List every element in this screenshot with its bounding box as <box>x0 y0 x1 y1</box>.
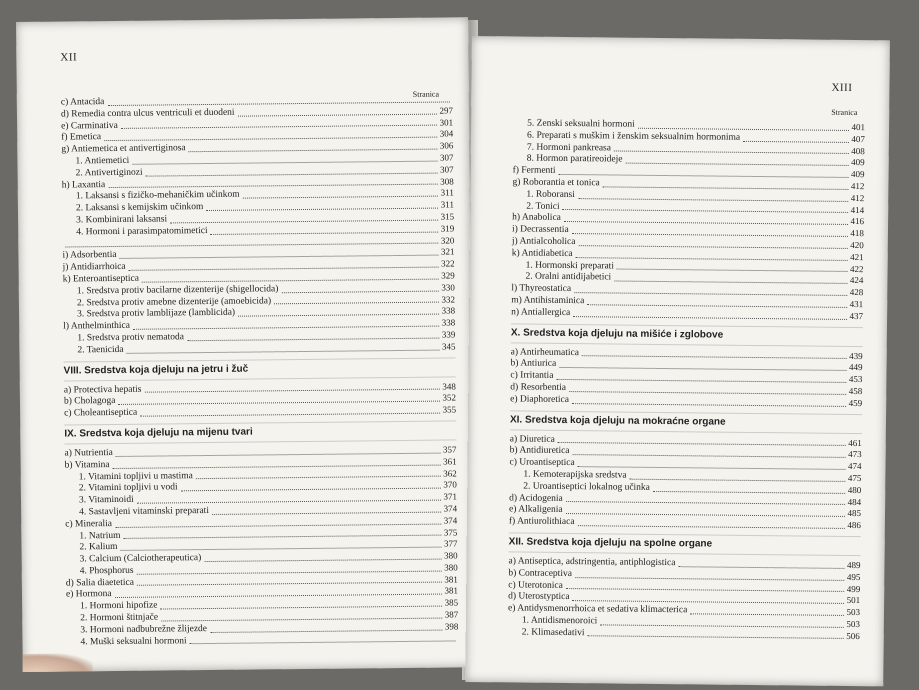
toc-entry-title: f) Antiurolithiaca <box>508 516 575 528</box>
dot-leader <box>572 403 846 407</box>
right-page <box>465 36 890 686</box>
dot-leader <box>630 478 845 481</box>
toc-entry-page-number: 506 <box>846 630 860 641</box>
dot-leader <box>578 245 847 249</box>
dot-leader <box>559 367 846 371</box>
toc-entry-page-number: 475 <box>847 472 862 484</box>
page-number-right: XIII <box>831 81 853 94</box>
toc-entry-page-number: 301 <box>439 117 454 128</box>
dot-leader <box>563 209 848 213</box>
toc-entry <box>511 307 863 322</box>
toc-entry-page-number: 345 <box>441 341 456 352</box>
dot-leader <box>638 128 849 131</box>
toc-entry-page-number: 387 <box>444 609 459 620</box>
toc-entry-title: 1. Natrium <box>79 530 121 541</box>
toc-entry-page-number: 330 <box>441 282 455 293</box>
toc-entry-page-number: 459 <box>848 397 863 408</box>
toc-entry-page-number: 377 <box>443 538 458 549</box>
toc-entry-page-number: 407 <box>851 133 865 144</box>
dot-leader <box>564 221 848 225</box>
toc-entry-page-number: 408 <box>851 145 865 156</box>
dot-leader <box>196 476 440 480</box>
toc-entry-title: 1. Hormoni hipofize <box>80 600 158 612</box>
toc-entry-page-number: 421 <box>850 251 864 262</box>
dot-leader <box>569 391 846 395</box>
toc-entry-title: b) Antiurica <box>510 358 557 370</box>
toc-entry-title: c) Irritantia <box>510 370 554 382</box>
toc-entry-title: c) Mineralia <box>65 518 112 530</box>
dot-leader <box>181 488 441 492</box>
toc-entry-title: i) Decrassentia <box>511 224 569 236</box>
toc-entry-page-number: 414 <box>850 204 865 215</box>
dot-leader <box>556 379 845 383</box>
toc-entry-page-number: 297 <box>439 105 454 116</box>
toc-entry-page-number: 385 <box>444 597 459 608</box>
toc-entry-page-number: 501 <box>846 595 861 606</box>
toc-entry-page-number: 428 <box>849 287 864 298</box>
toc-entry-title: e) Diaphoretica <box>510 394 570 405</box>
toc-entry-page-number: 338 <box>441 305 456 316</box>
toc-entry-page-number: 485 <box>847 508 862 519</box>
toc-entry-title: 2. Hormoni štitnjače <box>80 612 159 624</box>
toc-entry-title: 3. Hormoni nadbubrežne žlijezde <box>80 623 208 636</box>
toc-entry-page-number: 338 <box>441 317 456 328</box>
dot-leader <box>653 490 845 493</box>
toc-entry-title: 8. Hormon paratireoideje <box>526 153 623 165</box>
toc-entry-page-number: 361 <box>443 456 457 467</box>
dot-leader <box>614 151 848 154</box>
toc-entry-title: 4. Sastavljeni vitaminski preparati <box>79 505 209 518</box>
toc-entry-page-number: 374 <box>443 503 458 514</box>
toc-entry-page-number: 307 <box>440 164 454 175</box>
toc-entry-title: c) Uroantiseptica <box>509 457 575 469</box>
toc-entry-page-number: 401 <box>851 121 866 133</box>
toc-entry-title: d) Uterostyptica <box>508 591 570 603</box>
toc-entry-page-number: 308 <box>440 176 454 187</box>
toc-entry-page-number: 362 <box>443 467 457 479</box>
toc-entry-page-number: 474 <box>847 461 862 472</box>
toc-entry-page-number: 503 <box>846 618 860 629</box>
dot-leader <box>588 636 844 640</box>
dot-leader <box>127 349 439 353</box>
toc-entry-title: c) Uterotonica <box>508 579 563 591</box>
toc-entry-title: 1. Sredstva protiv bacilarne dizenterije (shigellocida) <box>76 284 279 297</box>
dot-leader <box>140 413 439 417</box>
toc-entry-title: e) Alkaligenia <box>508 504 563 516</box>
toc-entry-page-number: 332 <box>441 293 455 305</box>
toc-entry-page-number: 380 <box>444 550 458 561</box>
toc-entry-title: 2. Uroantiseptici lokalnog učinka <box>523 481 650 493</box>
toc-entry <box>510 394 862 409</box>
table-of-contents-right <box>508 118 865 642</box>
toc-entry-page-number: 315 <box>440 211 455 222</box>
toc-entry-page-number: 416 <box>850 216 865 227</box>
toc-entry-title: a) Antirheumatica <box>510 346 580 358</box>
toc-entry-page-number: 458 <box>848 385 863 397</box>
toc-entry-page-number: 420 <box>850 239 864 251</box>
dot-leader <box>187 337 439 341</box>
toc-entry-title: a) Diuretica <box>509 433 555 445</box>
dot-leader <box>575 577 844 581</box>
dot-leader <box>578 525 845 529</box>
page-column-label: Stranica <box>831 107 858 118</box>
toc-entry-title: 1. Sredstva protiv nematoda <box>77 332 184 344</box>
toc-entry-page-number: 380 <box>444 562 458 573</box>
dot-leader <box>566 513 845 517</box>
toc-entry-page-number: 321 <box>440 246 455 257</box>
section-heading: IX. Sredstva koja djeluju na mijenu tvari <box>64 420 456 444</box>
toc-entry-page-number: 381 <box>444 574 458 585</box>
toc-entry-title: e) Carminativa <box>61 120 118 132</box>
dot-leader <box>573 600 844 604</box>
toc-entry-title: j) Antidiarrhoica <box>62 262 126 273</box>
finger <box>23 653 93 672</box>
dot-leader <box>743 140 848 142</box>
dot-leader <box>274 302 438 305</box>
toc-entry-page-number: 412 <box>850 180 865 192</box>
dot-leader <box>170 219 437 223</box>
toc-entry-page-number: 412 <box>850 192 865 203</box>
toc-entry-page-number: 398 <box>444 621 459 632</box>
toc-entry-page-number: 311 <box>440 187 454 198</box>
toc-entry-title: b) Cholagoga <box>63 396 116 407</box>
toc-entry-title: c) Antacida <box>60 97 105 108</box>
toc-entry-page-number: 499 <box>846 583 861 594</box>
toc-entry-page-number: 374 <box>443 515 458 526</box>
page-column-label: Stranica <box>412 89 440 99</box>
section-heading: XI. Sredstva koja djeluju na mokraćne organe <box>510 410 862 434</box>
dot-leader <box>206 208 437 211</box>
toc-entry-title: 2. Kalium <box>79 542 118 553</box>
toc-entry-page-number: 437 <box>849 310 864 321</box>
toc-entry-page-number: 329 <box>441 270 455 281</box>
dot-leader <box>578 466 845 470</box>
toc-entry-page-number: 357 <box>442 444 457 455</box>
toc-entry-page-number: 409 <box>851 169 865 180</box>
toc-entry-page-number: 307 <box>439 152 454 163</box>
toc-entry-title: 2. Klimasedativi <box>521 627 585 638</box>
toc-entry <box>508 627 860 642</box>
toc-entry-page-number: 484 <box>847 496 862 507</box>
toc-entry-title: l) Thyreostatica <box>511 283 572 295</box>
dot-leader <box>574 292 847 296</box>
toc-entry-title: 3. Kombinirani laksansi <box>76 214 168 226</box>
toc-entry-title: d) Remedia contra ulcus ventriculi et duodeni <box>60 107 235 120</box>
toc-entry-page-number: 322 <box>441 258 455 269</box>
toc-entry-title: 2. Taenicida <box>77 344 124 356</box>
table-of-contents-left <box>61 93 459 649</box>
toc-entry-title: a) Nutrientia <box>64 447 113 459</box>
toc-entry-title: k) Antidiabetica <box>511 248 573 259</box>
toc-entry-title: 2. Antivertiginozi <box>75 167 143 179</box>
toc-entry-page-number: 418 <box>850 228 865 239</box>
toc-entry-title: a) Antiseptica, adstringentia, antiphlogistica <box>508 556 676 569</box>
toc-entry-title: k) Enteroantiseptica <box>62 273 139 285</box>
toc-entry-title: g) Antiemetica et antivertiginosa <box>61 143 186 155</box>
toc-entry-title: e) Antidysmenorrhoica et sedativa klimacterica <box>507 603 688 616</box>
toc-entry-title: g) Roborantia et tonica <box>512 177 600 189</box>
toc-entry-title: f) Fermenti <box>512 165 556 177</box>
toc-entry-page-number: 439 <box>849 350 863 361</box>
dot-leader <box>243 196 438 199</box>
page-number-left: XII <box>60 51 78 64</box>
section-heading: X. Sredstva koja djeluju na mišiće i zglobove <box>511 323 863 347</box>
dot-leader <box>576 257 848 261</box>
toc-entry-title: h) Laxantia <box>61 179 106 191</box>
toc-entry-title: 2. Oralni antidijabetici <box>525 271 612 283</box>
toc-entry-title: 4. Hormoni i parasimpatomimetici <box>76 225 208 238</box>
toc-entry-title: a) Protectiva hepatis <box>63 384 142 396</box>
toc-entry-title: j) Antialcoholica <box>511 236 576 248</box>
toc-entry-title: b) Contraceptiva <box>508 568 573 579</box>
toc-entry-page-number: 319 <box>440 223 455 234</box>
toc-entry-page-number: 422 <box>850 263 864 274</box>
toc-entry-title: m) Antihistaminica <box>511 295 585 307</box>
dot-leader <box>572 233 848 237</box>
section-heading: VIII. Sredstva koja djeluju na jetru i žuč <box>64 357 456 381</box>
dot-leader <box>566 588 844 592</box>
toc-entry-page-number: 473 <box>848 449 862 460</box>
toc-entry-title: 1. Kemoterapijska sredstva <box>523 469 627 481</box>
toc-entry-title: 3. Sredstva protiv lamblijaze (lamblicida) <box>77 308 236 320</box>
toc-entry-title: d) Resorbentia <box>510 382 567 393</box>
toc-entry-page-number: 306 <box>439 140 454 151</box>
toc-entry-page-number: 371 <box>443 491 458 502</box>
toc-entry-page-number: 304 <box>439 128 454 139</box>
toc-entry-page-number: 486 <box>847 520 861 531</box>
dot-leader <box>161 617 442 621</box>
dot-leader <box>190 641 456 645</box>
toc-entry-title: f) Emetica <box>61 132 102 143</box>
toc-entry-page-number: 348 <box>442 380 456 392</box>
toc-entry-page-number: 370 <box>443 479 457 490</box>
toc-entry-page-number: 503 <box>846 607 861 618</box>
toc-entry <box>509 517 861 532</box>
toc-entry-title: i) Adsorbentia <box>62 250 117 261</box>
toc-entry-title: e) Hormona <box>65 589 112 600</box>
toc-entry-title: c) Choleantiseptica <box>64 407 138 419</box>
dot-leader <box>281 290 438 293</box>
dot-leader <box>160 606 441 610</box>
toc-entry-page-number: 461 <box>848 437 862 448</box>
toc-entry-title: 4. Muški seksualni hormoni <box>80 635 187 648</box>
toc-entry-title: 2. Laksansi s kemijskim učinkom <box>75 202 204 214</box>
toc-entry-title: 6. Preparati s muškim i ženskim seksualnim hormonima <box>526 130 741 143</box>
toc-entry-title: 1. Roboransi <box>526 189 575 200</box>
toc-entry-title: 3. Vitaminoidi <box>78 494 134 506</box>
dot-leader <box>678 566 844 569</box>
dot-leader <box>238 113 437 116</box>
toc-entry-page-number: 352 <box>442 392 457 403</box>
toc-entry-page-number: 381 <box>444 585 459 597</box>
dot-leader <box>210 629 442 632</box>
dot-leader <box>189 149 437 153</box>
dot-leader <box>238 314 438 317</box>
toc-entry-title: 4. Phosphorus <box>79 565 134 577</box>
dot-leader <box>617 269 847 272</box>
dot-leader <box>587 304 846 308</box>
toc-entry-page-number: 480 <box>847 484 862 495</box>
toc-entry-title: 1. Antiemetici <box>75 155 130 167</box>
dot-leader <box>146 172 437 176</box>
dot-leader <box>625 163 848 166</box>
toc-entry-title: h) Anabolica <box>512 212 561 224</box>
dot-leader <box>558 442 845 446</box>
toc-entry-page-number: 424 <box>849 275 864 286</box>
toc-entry-page-number: 449 <box>848 362 863 373</box>
toc-entry-page-number: 409 <box>851 157 865 168</box>
dot-leader <box>211 231 438 234</box>
dot-leader <box>204 558 441 561</box>
toc-entry-page-number: 453 <box>848 374 863 385</box>
dot-leader <box>566 501 845 505</box>
toc-entry-title: d) Acidogenia <box>509 492 563 504</box>
toc-entry-title: 1. Antidismenoroici <box>521 615 598 627</box>
toc-entry-title: 2. Sredstva protiv amebne dizenterije (amoebicida) <box>76 295 272 308</box>
dot-leader <box>600 624 843 628</box>
toc-entry-page-number: 339 <box>441 329 456 340</box>
dot-leader <box>559 174 848 178</box>
toc-entry-title: b) Antidiuretica <box>509 445 570 457</box>
toc-entry-title: 1. Hormonski preparati <box>525 260 615 272</box>
toc-entry-page-number: 311 <box>440 199 454 210</box>
toc-entry-title: 3. Calcium (Calciotherapeutica) <box>79 553 202 565</box>
toc-entry-page-number: 375 <box>443 526 458 538</box>
toc-entry-title: 2. Tonici <box>526 201 560 212</box>
toc-entry-page-number: 355 <box>442 404 457 415</box>
dot-leader <box>603 186 848 190</box>
dot-leader <box>578 198 848 202</box>
toc-entry-title: 1. Laksansi s fizičko-mehaničkim učinkom <box>75 190 240 202</box>
toc-entry-title: d) Salia diaetetica <box>65 577 134 589</box>
toc-entry-title: n) Antiallergica <box>511 307 571 318</box>
toc-entry-title: 5. Ženski seksualni hormoni <box>527 118 635 130</box>
toc-entry-page-number: 495 <box>846 571 861 582</box>
toc-entry-title: 7. Hormoni pankreasa <box>526 142 612 154</box>
toc-entry-page-number: 431 <box>849 298 864 310</box>
dot-leader <box>573 316 846 320</box>
dot-leader <box>573 454 846 458</box>
toc-entry-title: 2. Vitamini topljivi u vodi <box>78 482 178 494</box>
toc-entry-title: b) Vitamina <box>64 459 110 471</box>
toc-entry-title: 1. Vitamini topljivi u mastima <box>78 470 193 482</box>
dot-leader <box>212 511 441 514</box>
toc-entry-page-number: 320 <box>440 234 455 246</box>
dot-leader <box>690 613 843 616</box>
toc-entry-title: l) Anthelminthica <box>63 320 131 332</box>
dot-leader <box>614 281 847 284</box>
toc-entry-page-number: 489 <box>846 559 861 571</box>
section-heading: XII. Sredstva koja djeluju na spolne organe <box>509 532 861 556</box>
dot-leader <box>582 356 846 360</box>
left-page <box>16 17 475 672</box>
